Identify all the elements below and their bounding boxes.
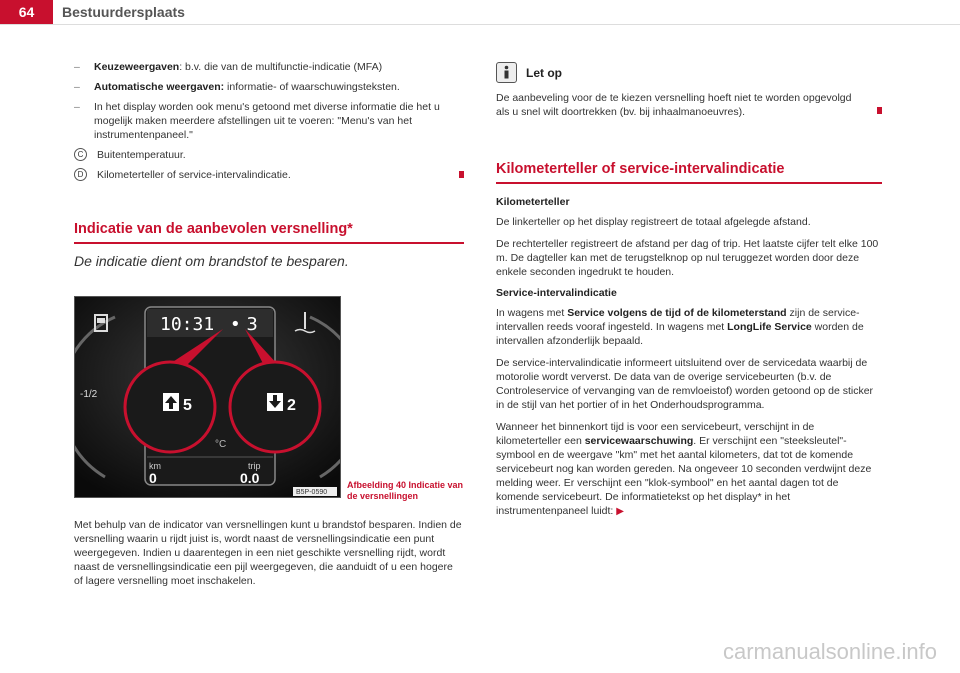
text-run: Wanneer het binnenkort tijd is voor een servicebeurt, verschijnt in de kilometerteller een [496, 421, 815, 447]
list-item [74, 80, 464, 94]
body-paragraph: Met behulp van de indicator van versnellingen kunt u brandstof besparen. Indien de versnelling waarin u rijdt juist is, wordt naast de versnellingsindicatie een punt weergegeven. Indien u daarentegen in een niet geschikte versnelling rijdt, wordt naast de versnellingsindicatie een pijl weergegeven, die aanduidt of u een hogere of lagere versnelling moet inschakelen. [74, 519, 462, 587]
km-value: 0 [149, 470, 157, 486]
callout-c-icon: C [74, 148, 87, 161]
text-run: . Er verschijnt een "steeksleutel"-symbool en de weergave "km" met het aantal kilometers, dat tot de komende servicebeurt nog kan worden gereden. Na ongeveer 10 seconden verdwijnt deze melding weer. Er verschijnt een "klok-symbool" en het aantal dagen tot de komende servicebeurt. De informatietekst op het display* in het instrumentenpaneel luidt: [496, 435, 872, 517]
callout-d-icon: D [74, 168, 87, 181]
figure-reference: B5P-0590 [296, 489, 328, 496]
left-column [74, 60, 464, 269]
header-divider [0, 24, 960, 25]
trip-value: 0.0 [240, 470, 260, 486]
note-title: Let op [526, 65, 562, 80]
gear-indicator-figure [74, 296, 341, 498]
instrument-cluster-illustration [75, 297, 340, 497]
bullet-text: informatie- of waarschuwingsteksten. [224, 81, 400, 93]
gear-indicator-body [74, 518, 464, 596]
legend [74, 148, 464, 181]
body-paragraph [496, 420, 882, 519]
gear-readout: • 3 [230, 314, 258, 335]
bullet-bold: Automatische weergaven: [94, 81, 225, 93]
figure-caption: Afbeelding 40 Indicatie van de versnellingen [347, 480, 464, 501]
body-paragraph: De service-intervalindicatie informeert uitsluitend over de servicedata waarbij de motorolie wordt ververst. De data van de overige servicebeurten (b.v. de Controleservice of vervanging van de remvloeistof) worden getoond op de sticker in de stijl van het portier of in het Onderhoudsprogramma. [496, 357, 874, 411]
chapter-title: Bestuurdersplaats [62, 4, 185, 20]
text-bold: LongLife Service [727, 321, 812, 333]
watermark: carmanualsonline.info [722, 639, 937, 664]
right-column [496, 62, 882, 527]
bullet-text: : b.v. die van de multifunctie-indicatie (MFA) [179, 61, 383, 73]
subheading-service: Service-intervalindicatie [496, 287, 617, 299]
section-title: Indicatie van de aanbevolen versnelling* [74, 221, 464, 244]
body-paragraph [496, 306, 882, 348]
section-end-icon [877, 107, 882, 114]
gear-down-value: 2 [287, 397, 296, 414]
legend-text: Buitentemperatuur. [97, 148, 186, 161]
body-paragraph: De linkerteller op het display registreert de totaal afgelegde afstand. [496, 216, 811, 228]
gear-up-value: 5 [183, 397, 192, 414]
subheading-odometer: Kilometerteller [496, 196, 570, 208]
fuel-half-mark: -1/2 [80, 389, 98, 400]
bullet-bold: Keuzeweergaven [94, 61, 180, 73]
zoom-circle-down [230, 362, 320, 452]
bullet-list [74, 60, 464, 142]
section-title: Kilometerteller of service-intervalindicatie [496, 161, 882, 184]
body-paragraph: De rechterteller registreert de afstand per dag of trip. Het laatste cijfer telt elke 100 m. De dagteller kan met de terugstelknop op nul teruggezet worden door deze enkele seconden ingedrukt te houden. [496, 238, 879, 278]
note-body: De aanbeveling voor de te kiezen versnelling hoeft niet te worden opgevolgd als u snel wilt doortrekken (bv. bij inhaalmanoeuvres). [496, 92, 852, 118]
legend-item [74, 168, 464, 181]
legend-text: Kilometerteller of service-intervalindicatie. [97, 168, 291, 181]
legend-item [74, 148, 464, 161]
text-run: worden de intervallen afzonderlijk bepaald. [496, 321, 864, 347]
km-label: km [149, 461, 161, 471]
list-item [74, 60, 464, 74]
continue-arrow-icon: ▶ [616, 506, 624, 517]
note-text [496, 91, 882, 119]
section-intro: De indicatie dient om brandstof te besparen. [74, 253, 349, 269]
text-run: In wagens met [496, 307, 568, 319]
note-icon [496, 62, 517, 83]
note-header [496, 62, 882, 83]
page-number: 64 [0, 0, 53, 24]
text-bold: Service volgens de tijd of de kilometerstand [567, 307, 787, 319]
text-bold: servicewaarschuwing [584, 435, 694, 447]
section-end-icon [459, 171, 464, 178]
bullet-text: In het display worden ook menu's getoond met diverse informatie die het u mogelijk maken meerdere afstellingen uit te voeren: "Menu's van het instrumentenpaneel." [94, 101, 440, 141]
list-item [74, 100, 464, 142]
trip-label: trip [248, 461, 261, 471]
temp-unit: °C [215, 439, 227, 450]
text-run: zijn de service-intervallen reeds vooraf ingesteld. In wagens met [496, 307, 860, 333]
zoom-circle-up [125, 362, 215, 452]
clock-readout: 10:31 [160, 314, 215, 335]
